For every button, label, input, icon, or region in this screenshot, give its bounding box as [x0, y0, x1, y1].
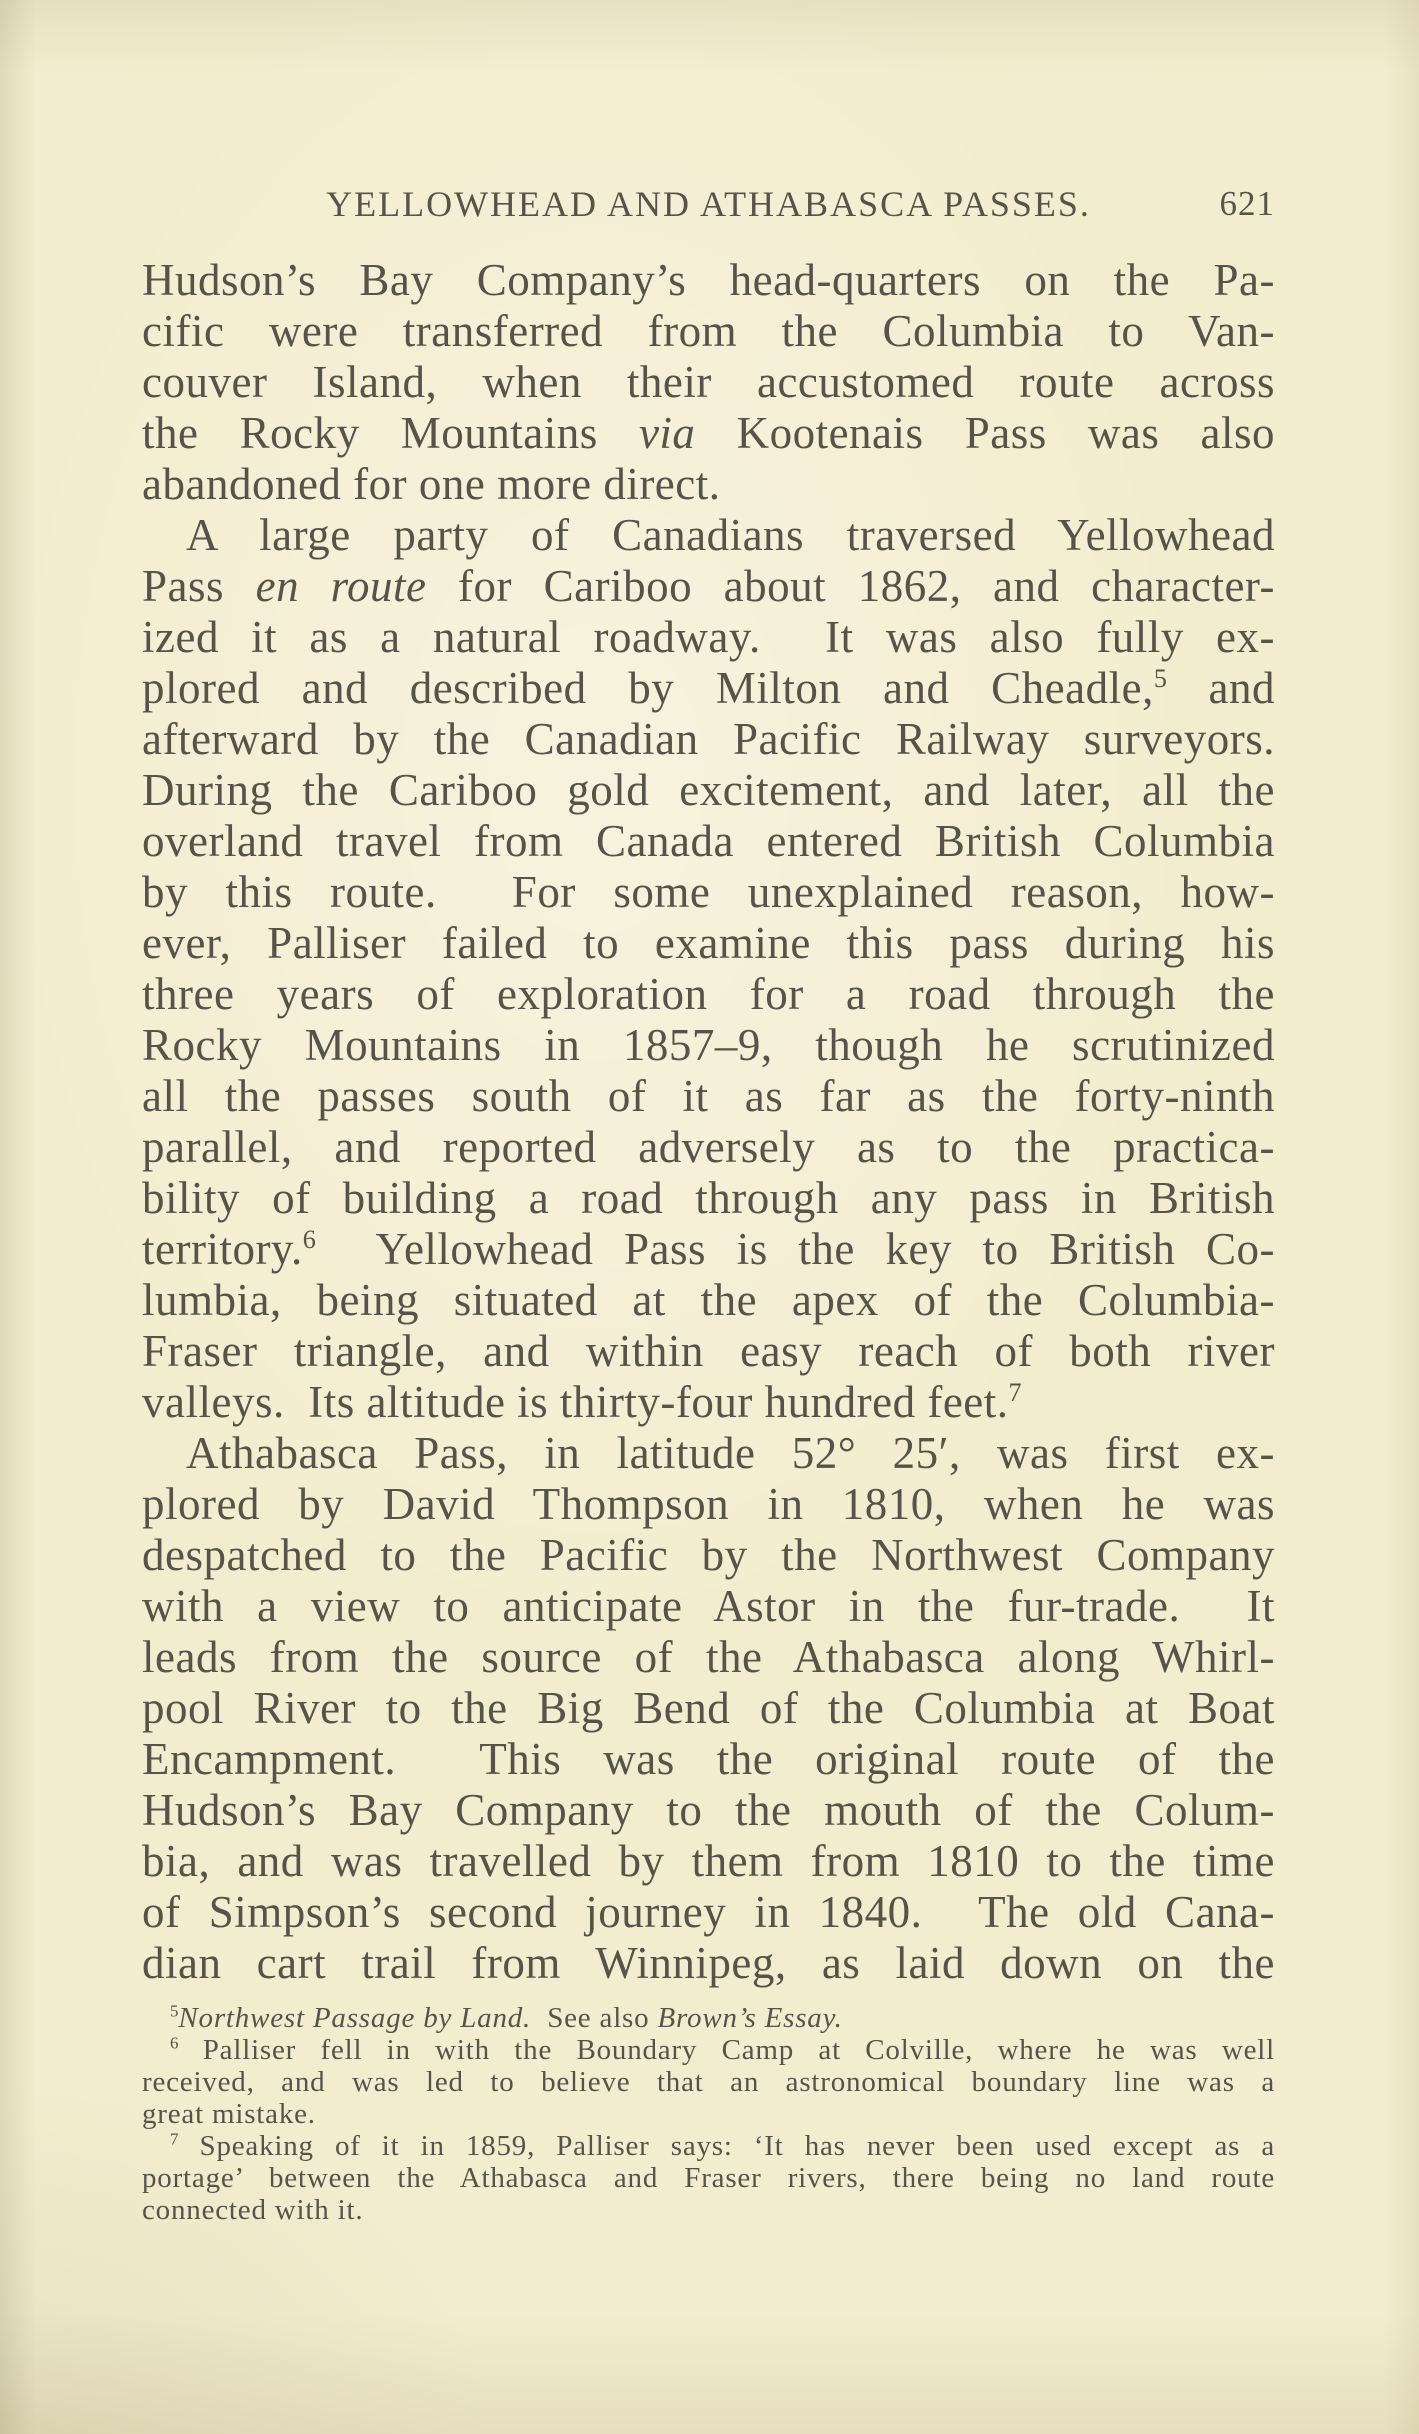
text-run: Rocky Mountains in 1857–9, though he scrutinized [142, 1020, 1275, 1070]
text-line [142, 765, 1275, 816]
text-line [142, 867, 1275, 918]
text-run: all the passes south of it as far as the forty-ninth [142, 1071, 1275, 1121]
text-run: via [638, 408, 696, 458]
text-line [142, 1938, 1275, 1989]
text-run: of Simpson’s second journey in 1840. The old Cana- [142, 1887, 1275, 1937]
text-run: See also [531, 2002, 658, 2034]
text-line [142, 408, 1275, 459]
text-line [142, 2130, 1275, 2162]
text-line [142, 1836, 1275, 1887]
text-line [142, 1785, 1275, 1836]
text-run: dian cart trail from Winnipeg, as laid down on the [142, 1938, 1275, 1988]
text-line [142, 1887, 1275, 1938]
text-run: overland travel from Canada entered British Columbia [142, 816, 1275, 866]
text-line [142, 714, 1275, 765]
footnote-marker: 5 [170, 2002, 179, 2021]
text-run: ized it as a natural roadway. It was also fully ex- [142, 612, 1275, 662]
text-run: leads from the source of the Athabasca along Whirl- [142, 1632, 1275, 1682]
text-line [142, 1479, 1275, 1530]
footnote-marker: 7 [1008, 1378, 1022, 1407]
text-run: parallel, and reported adversely as to the practica- [142, 1122, 1275, 1172]
text-line [142, 357, 1275, 408]
text-line [142, 2002, 1275, 2034]
text-run: abandoned for one more direct. [142, 459, 721, 509]
text-line [142, 816, 1275, 867]
text-run: plored by David Thompson in 1810, when he was [142, 1479, 1275, 1529]
text-run: by this route. For some unexplained reason, how- [142, 867, 1275, 917]
text-run: Kootenais Pass was also [695, 408, 1275, 458]
text-run: plored and described by Milton and Cheadle, [142, 663, 1154, 713]
text-run: pool River to the Big Bend of the Columbia at Boat [142, 1683, 1275, 1733]
text-run: Fraser triangle, and within easy reach of both river [142, 1326, 1275, 1376]
text-line [142, 1173, 1275, 1224]
text-run: received, and was led to believe that an astronomical boundary line was a [142, 2066, 1275, 2098]
text-run: three years of exploration for a road through the [142, 969, 1275, 1019]
text-run: despatched to the Pacific by the Northwest Company [142, 1530, 1275, 1580]
text-line [142, 2034, 1275, 2066]
text-line [142, 2098, 1275, 2130]
footnote-marker: 7 [170, 2130, 179, 2149]
page-number: 621 [1219, 184, 1275, 223]
text-line [142, 1122, 1275, 1173]
text-run: bility of building a road through any pass in British [142, 1173, 1275, 1223]
text-run: A large party of Canadians traversed Yellowhead [186, 510, 1275, 560]
text-run: connected with it. [142, 2194, 364, 2226]
text-run: Encampment. This was the original route of the [142, 1734, 1275, 1784]
text-run: great mistake. [142, 2098, 316, 2130]
text-line [142, 2066, 1275, 2098]
text-line [142, 918, 1275, 969]
text-line [142, 663, 1275, 714]
text-line [142, 1224, 1275, 1275]
footnote-marker: 6 [170, 2034, 179, 2053]
text-run: with a view to anticipate Astor in the fur-trade. It [142, 1581, 1275, 1631]
text-run: During the Cariboo gold excitement, and later, all the [142, 765, 1275, 815]
text-run: Northwest Passage by Land. [178, 2002, 532, 2034]
text-line [142, 1734, 1275, 1785]
text-line [142, 1020, 1275, 1071]
footnote-marker: 5 [1153, 664, 1167, 693]
text-run: cific were transferred from the Columbia to Van- [142, 306, 1275, 356]
text-line [142, 2162, 1275, 2194]
text-line [142, 1326, 1275, 1377]
text-run: ever, Palliser failed to examine this pass during his [142, 918, 1275, 968]
text-run: Hudson’s Bay Company to the mouth of the Colum- [142, 1785, 1275, 1835]
text-line [142, 612, 1275, 663]
text-run: Hudson’s Bay Company’s head-quarters on the Pa- [142, 255, 1275, 305]
text-line [142, 510, 1275, 561]
footnote-marker: 6 [302, 1225, 316, 1254]
text-run: the Rocky Mountains [142, 408, 639, 458]
text-run: Speaking of it in 1859, Palliser says: ‘It has never been used except as a [178, 2130, 1275, 2162]
text-line [142, 2194, 1275, 2226]
text-line [142, 459, 1275, 510]
body-text [142, 255, 1275, 1989]
text-run: and [1166, 663, 1275, 713]
text-run: Pass [142, 561, 256, 611]
text-line [142, 1683, 1275, 1734]
running-header [142, 183, 1275, 225]
text-run: Palliser fell in with the Boundary Camp at Colville, where he was well [178, 2034, 1275, 2066]
text-line [142, 1581, 1275, 1632]
text-line [142, 561, 1275, 612]
text-run: lumbia, being situated at the apex of the Columbia- [142, 1275, 1275, 1325]
footnotes [142, 2002, 1275, 2226]
text-line [142, 1377, 1275, 1428]
text-run: afterward by the Canadian Pacific Railway surveyors. [142, 714, 1275, 764]
text-run: couver Island, when their accustomed route across [142, 357, 1275, 407]
text-line [142, 1071, 1275, 1122]
text-line [142, 1275, 1275, 1326]
text-run: en route [255, 561, 427, 611]
text-run: valleys. Its altitude is thirty-four hundred feet. [142, 1377, 1009, 1427]
text-line [142, 306, 1275, 357]
text-run: bia, and was travelled by them from 1810 to the time [142, 1836, 1275, 1886]
text-line [142, 255, 1275, 306]
header-title: YELLOWHEAD AND ATHABASCA PASSES. [326, 184, 1091, 224]
text-run: Yellowhead Pass is the key to British Co- [315, 1224, 1275, 1274]
text-run: territory. [142, 1224, 303, 1274]
text-line [142, 969, 1275, 1020]
text-run: Athabasca Pass, in latitude 52° 25′, was first ex- [186, 1428, 1275, 1478]
text-run: portage’ between the Athabasca and Fraser rivers, there being no land route [142, 2162, 1275, 2194]
text-line [142, 1428, 1275, 1479]
text-line [142, 1632, 1275, 1683]
text-run: Brown’s Essay. [657, 2002, 843, 2034]
text-run: for Cariboo about 1862, and character- [426, 561, 1275, 611]
text-line [142, 1530, 1275, 1581]
